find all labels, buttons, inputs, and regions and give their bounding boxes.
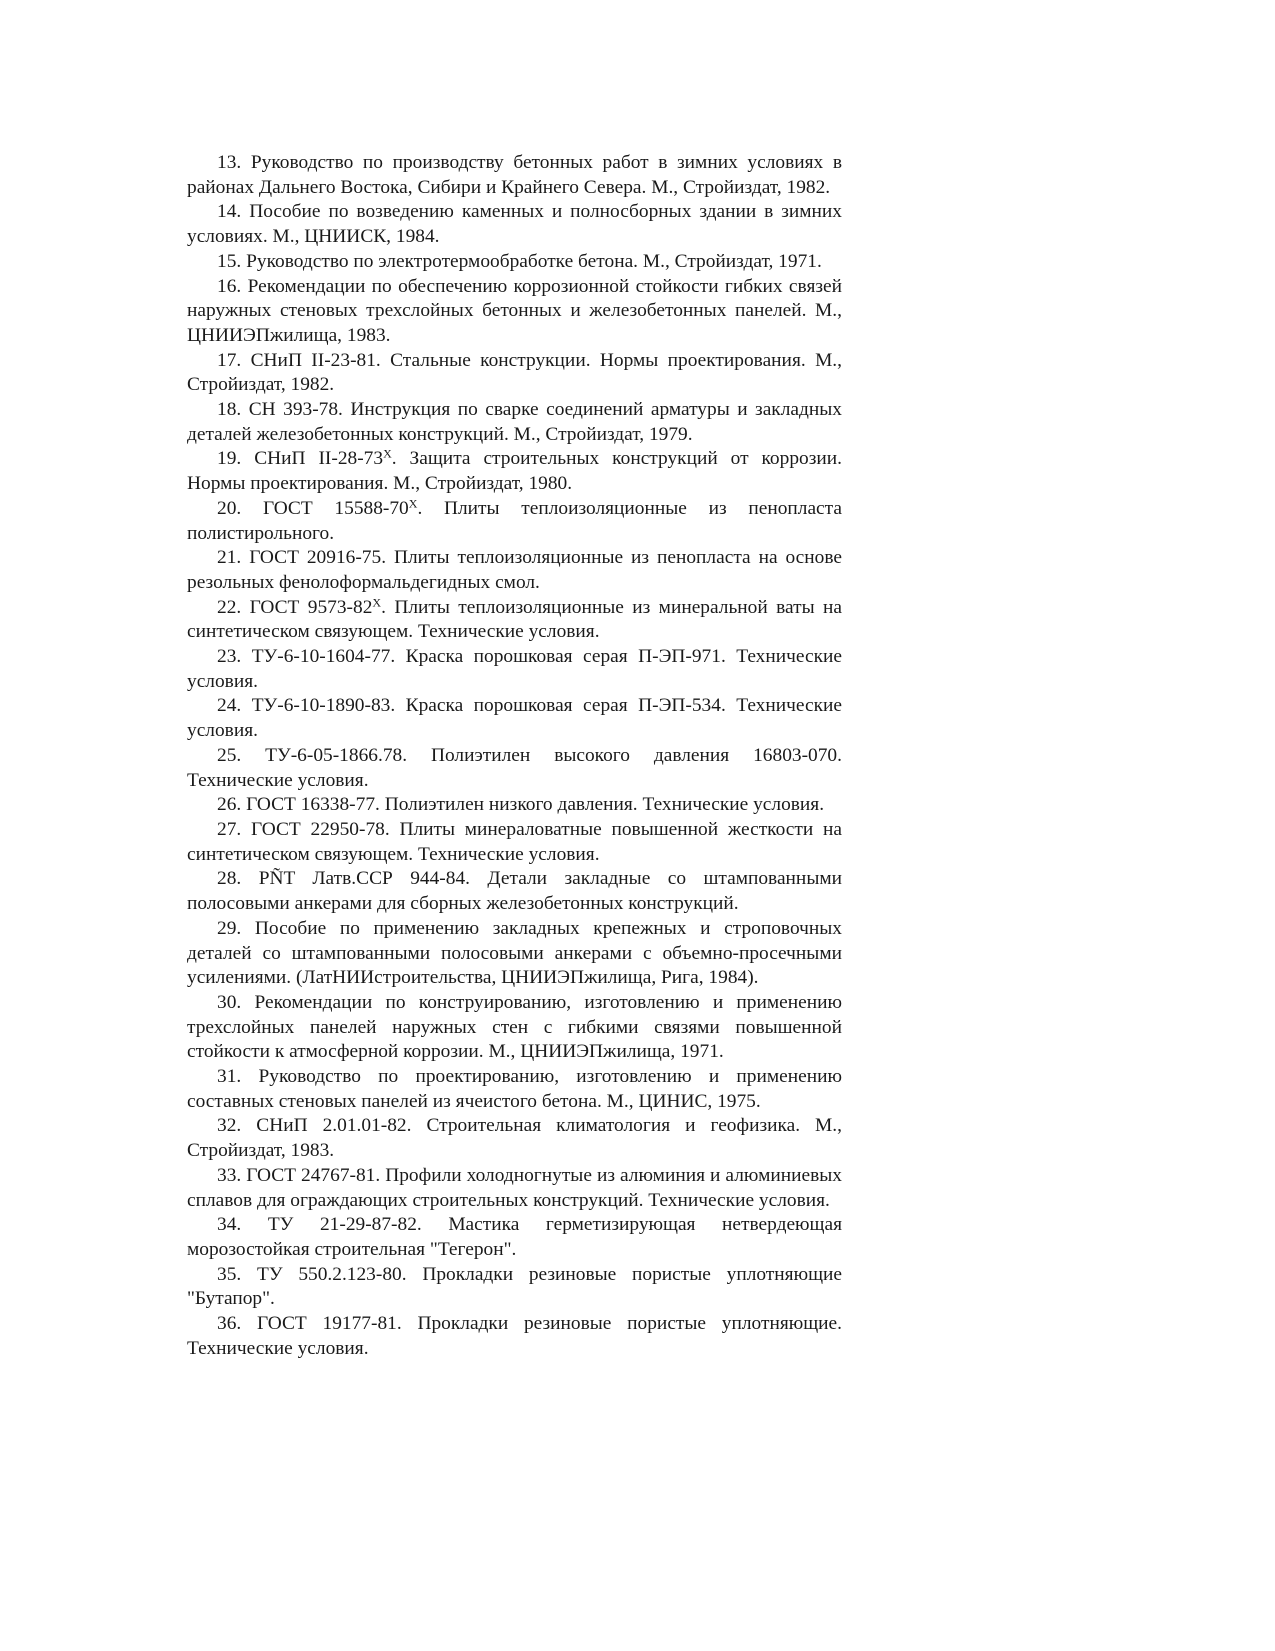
reference-text: ТУ 21-29-87-82. Мастика герметизирующая нетвердеющая морозостойкая строительная "Тегерон". — [187, 1214, 842, 1260]
reference-number: 16. — [217, 275, 242, 297]
reference-number: 27. — [217, 818, 242, 840]
superscript-mark: Х — [383, 446, 392, 461]
reference-item-16 — [187, 275, 842, 349]
reference-number: 32. — [217, 1115, 242, 1137]
reference-number: 29. — [217, 917, 242, 939]
reference-number: 34. — [217, 1214, 242, 1236]
reference-number: 13. — [217, 152, 242, 173]
reference-text: ГОСТ 16338-77. Полиэтилен низкого давления. Технические условия. — [246, 794, 825, 816]
reference-text-end: . Защита строительных конструкций от коррозии. Нормы проектирования. М., Стройиздат, 1980. — [187, 448, 842, 495]
reference-item-31 — [187, 1065, 842, 1114]
reference-number: 22. — [217, 596, 242, 618]
reference-item-30 — [187, 991, 842, 1065]
reference-item-34 — [187, 1213, 842, 1262]
reference-text: СН 393-78. Инструкция по сварке соединений арматуры и закладных деталей железобетонных конструкций. М., Стройиздат, 1979. — [187, 399, 842, 445]
reference-number: 20. — [217, 497, 242, 519]
reference-item-32 — [187, 1114, 842, 1163]
reference-number: 36. — [217, 1313, 242, 1335]
reference-number: 23. — [217, 646, 242, 668]
reference-text: ТУ-6-10-1604-77. Краска порошковая серая П-ЭП-971. Технические условия. — [187, 646, 842, 692]
reference-item-20 — [187, 497, 842, 546]
reference-text: ГОСТ 24767-81. Профили холодногнутые из алюминия и алюминиевых сплавов для ограждающих строительных конструкций. Технические условия. — [187, 1164, 842, 1211]
reference-item-33 — [187, 1164, 842, 1213]
reference-item-18 — [187, 398, 842, 447]
reference-text: Пособие по возведению каменных и полносборных здании в зимних условиях. М., ЦНИИСК, 1984. — [187, 201, 842, 248]
reference-number: 14. — [217, 201, 242, 223]
reference-number: 30. — [217, 991, 242, 1013]
reference-text: ГОСТ 19177-81. Прокладки резиновые пористые уплотняющие. Технические условия. — [187, 1313, 842, 1359]
reference-text: ГОСТ 20916-75. Плиты теплоизоляционные из пенопласта на основе резольных фенолоформальдегидных смол. — [187, 547, 842, 593]
reference-number: 24. — [217, 695, 242, 717]
reference-item-17 — [187, 349, 842, 398]
reference-number: 25. — [217, 744, 242, 766]
reference-item-15 — [187, 250, 842, 275]
reference-item-35 — [187, 1263, 842, 1312]
reference-text: СНиП II-23-81. Стальные конструкции. Нормы проектирования. М., Стройиздат, 1982. — [187, 349, 843, 396]
reference-item-22 — [187, 596, 842, 645]
reference-text: ТУ-6-10-1890-83. Краска порошковая серая П-ЭП-534. Технические условия. — [187, 695, 842, 742]
reference-item-21 — [187, 546, 842, 595]
reference-item-14 — [187, 200, 842, 249]
reference-item-28 — [187, 867, 842, 916]
reference-text: PÑT Латв.ССР 944-84. Детали закладные со штампованными полосовыми анкерами для сборных железобетонных конструкций. — [187, 868, 842, 915]
reference-number: 15. — [217, 250, 242, 272]
reference-item-25 — [187, 744, 842, 793]
reference-text-start: ГОСТ 9573-82 — [249, 596, 373, 618]
reference-number: 21. — [217, 547, 242, 569]
reference-number: 19. — [217, 448, 242, 470]
reference-text: Руководство по проектированию, изготовлению и применению составных стеновых панелей из ячеистого бетона. М., ЦИНИС, 1975. — [187, 1066, 842, 1112]
reference-text-start: СНиП II-28-73 — [254, 448, 384, 470]
reference-number: 17. — [217, 349, 242, 371]
reference-text: ГОСТ 22950-78. Плиты минераловатные повышенной жесткости на синтетическом связующем. Технические условия. — [187, 818, 842, 865]
reference-text: ТУ-6-05-1866.78. Полиэтилен высокого давления 16803-070. Технические условия. — [187, 744, 842, 791]
reference-item-23 — [187, 645, 842, 694]
reference-text-start: ГОСТ 15588-70 — [262, 497, 409, 519]
reference-text: Рекомендации по конструированию, изготовлению и применению трехслойных панелей наружных стен с гибкими связями повышенной стойкости к атмосферной коррозии. М., ЦНИИЭПжилища, 1971. — [187, 991, 842, 1063]
reference-number: 26. — [217, 794, 242, 816]
reference-item-13 — [187, 151, 842, 200]
reference-number: 33. — [217, 1164, 242, 1186]
reference-item-27 — [187, 818, 842, 867]
reference-text-end: . Плиты теплоизоляционные из минеральной ваты на синтетическом связующем. Технические условия. — [187, 596, 842, 643]
superscript-mark: Х — [372, 595, 382, 610]
reference-number: 31. — [217, 1066, 242, 1088]
reference-item-26 — [187, 793, 842, 818]
superscript-mark: Х — [408, 496, 418, 511]
reference-item-29 — [187, 917, 842, 991]
reference-text: СНиП 2.01.01-82. Строительная климатология и геофизика. М., Стройиздат, 1983. — [187, 1115, 842, 1162]
reference-number: 28. — [217, 868, 242, 890]
reference-text: Рекомендации по обеспечению коррозионной стойкости гибких связей наружных стеновых трехслойных бетонных и железобетонных панелей. М., ЦНИИЭПжилища, 1983. — [187, 275, 843, 346]
reference-item-36 — [187, 1312, 842, 1361]
reference-list — [187, 151, 842, 1361]
reference-text: Пособие по применению закладных крепежных и строповочных деталей со штампованными полосовыми анкерами с объемно-просечными усилениями. (ЛатНИИстроительства, ЦНИИЭПжилища, Рига, 1984). — [187, 917, 842, 989]
reference-item-24 — [187, 694, 842, 743]
reference-text: Руководство по электротермообработке бетона. М., Стройиздат, 1971. — [246, 250, 822, 272]
reference-number: 18. — [217, 399, 242, 421]
reference-item-19 — [187, 447, 842, 496]
reference-text: Руководство по производству бетонных работ в зимних условиях в районах Дальнего Востока, Сибири и Крайнего Севера. М., Стройиздат, 1982. — [187, 152, 842, 198]
reference-number: 35. — [217, 1263, 242, 1285]
reference-text-end: . Плиты теплоизоляционные из пенопласта полистирольного. — [187, 497, 842, 544]
reference-text: ТУ 550.2.123-80. Прокладки резиновые пористые уплотняющие "Бутапор". — [187, 1263, 842, 1310]
